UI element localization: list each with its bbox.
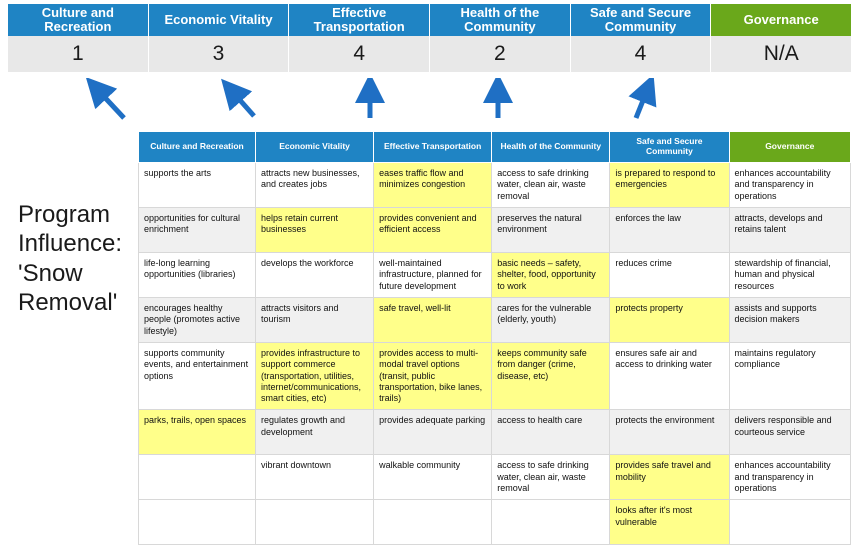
matrix-cell — [139, 455, 256, 500]
matrix-header-economic-vitality: Economic Vitality — [256, 132, 374, 163]
matrix-cell: regulates growth and development — [256, 410, 374, 455]
matrix-cell: assists and supports decision makers — [729, 298, 850, 343]
score-health-of-the-community: 2 — [430, 36, 571, 72]
matrix-cell: well-maintained infrastructure, planned for future development — [374, 253, 492, 298]
matrix-cell: helps retain current businesses — [256, 208, 374, 253]
matrix-cell: attracts, develops and retains talent — [729, 208, 850, 253]
matrix-cell — [374, 500, 492, 545]
matrix-cell: provides access to multi-modal travel options (transit, public transportation, bike lanes, trails) — [374, 343, 492, 410]
scorecard-strip — [8, 4, 851, 72]
table-row — [139, 343, 851, 410]
matrix-cell: eases traffic flow and minimizes congestion — [374, 163, 492, 208]
influence-matrix — [138, 131, 851, 545]
scorecard-header-governance: Governance — [711, 4, 851, 36]
matrix-cell: life-long learning opportunities (libraries) — [139, 253, 256, 298]
scorecard-header-row — [8, 4, 851, 36]
scorecard-header-safe-and-secure-community: Safe and Secure Community — [571, 4, 712, 36]
matrix-cell: access to safe drinking water, clean air, waste removal — [492, 455, 610, 500]
matrix-cell: walkable community — [374, 455, 492, 500]
matrix-cell: develops the workforce — [256, 253, 374, 298]
matrix-cell: safe travel, well-lit — [374, 298, 492, 343]
matrix-cell: enhances accountability and transparency in operations — [729, 163, 850, 208]
matrix-header-effective-transportation: Effective Transportation — [374, 132, 492, 163]
matrix-header-governance: Governance — [729, 132, 850, 163]
matrix-cell: preserves the natural environment — [492, 208, 610, 253]
matrix-cell: basic needs – safety, shelter, food, opportunity to work — [492, 253, 610, 298]
matrix-cell: provides adequate parking — [374, 410, 492, 455]
matrix-header-safe-and-secure-community: Safe and Secure Community — [610, 132, 729, 163]
matrix-cell: opportunities for cultural enrichment — [139, 208, 256, 253]
matrix-cell — [139, 500, 256, 545]
score-governance: N/A — [763, 42, 799, 65]
program-influence-caption: Program Influence: 'Snow Removal' — [18, 201, 123, 316]
matrix-cell: delivers responsible and courteous service — [729, 410, 850, 455]
score-economic-vitality: 3 — [149, 36, 290, 72]
matrix-cell — [492, 500, 610, 545]
matrix-header-row — [139, 132, 851, 163]
matrix-header-culture-and-recreation: Culture and Recreation — [139, 132, 256, 163]
matrix-header-health-of-the-community: Health of the Community — [492, 132, 610, 163]
matrix-cell: maintains regulatory compliance — [729, 343, 850, 410]
arrow-icon-culture-and-recreation — [96, 88, 124, 118]
score-safe-and-secure-community: 4 — [571, 36, 712, 72]
table-row — [139, 298, 851, 343]
matrix-cell: stewardship of financial, human and physical resources — [729, 253, 850, 298]
matrix-cell: looks after it's most vulnerable — [610, 500, 729, 545]
matrix-cell: access to health care — [492, 410, 610, 455]
table-row — [139, 163, 851, 208]
matrix-cell: provides safe travel and mobility — [610, 455, 729, 500]
matrix-cell: enhances accountability and transparency in operations — [729, 455, 850, 500]
scorecard-header-effective-transportation: Effective Transportation — [289, 4, 430, 36]
score-effective-transportation: 4 — [289, 36, 430, 72]
matrix-cell: supports the arts — [139, 163, 256, 208]
table-row — [139, 410, 851, 455]
matrix-cell: parks, trails, open spaces — [139, 410, 256, 455]
table-row — [139, 500, 851, 545]
matrix-cell: attracts visitors and tourism — [256, 298, 374, 343]
matrix-cell — [256, 500, 374, 545]
arrow-group — [0, 78, 859, 128]
matrix-cell — [729, 500, 850, 545]
scorecard-header-culture-and-recreation: Culture and Recreation — [8, 4, 149, 36]
scorecard-score-row — [8, 36, 851, 72]
matrix-cell: provides infrastructure to support commerce (transportation, utilities, internet/communications, smart cities, etc) — [256, 343, 374, 410]
arrow-icon-economic-vitality — [231, 90, 254, 116]
matrix-cell: protects the environment — [610, 410, 729, 455]
matrix-cell: vibrant downtown — [256, 455, 374, 500]
scorecard-header-health-of-the-community: Health of the Community — [430, 4, 571, 36]
matrix-cell: protects property — [610, 298, 729, 343]
arrow-icon-safe-and-secure-community — [636, 88, 648, 118]
matrix-cell: reduces crime — [610, 253, 729, 298]
scorecard-header-economic-vitality: Economic Vitality — [149, 4, 290, 36]
matrix-cell: attracts new businesses, and creates jobs — [256, 163, 374, 208]
matrix-cell: keeps community safe from danger (crime, disease, etc) — [492, 343, 610, 410]
matrix-table — [138, 131, 851, 545]
matrix-cell: encourages healthy people (promotes active lifestyle) — [139, 298, 256, 343]
table-row — [139, 208, 851, 253]
score-culture-and-recreation: 1 — [8, 36, 149, 72]
matrix-cell: access to safe drinking water, clean air, waste removal — [492, 163, 610, 208]
table-row — [139, 455, 851, 500]
table-row — [139, 253, 851, 298]
matrix-cell: is prepared to respond to emergencies — [610, 163, 729, 208]
matrix-cell: enforces the law — [610, 208, 729, 253]
matrix-cell: ensures safe air and access to drinking water — [610, 343, 729, 410]
matrix-cell: cares for the vulnerable (elderly, youth) — [492, 298, 610, 343]
matrix-cell: provides convenient and efficient access — [374, 208, 492, 253]
matrix-cell: supports community events, and entertainment options — [139, 343, 256, 410]
